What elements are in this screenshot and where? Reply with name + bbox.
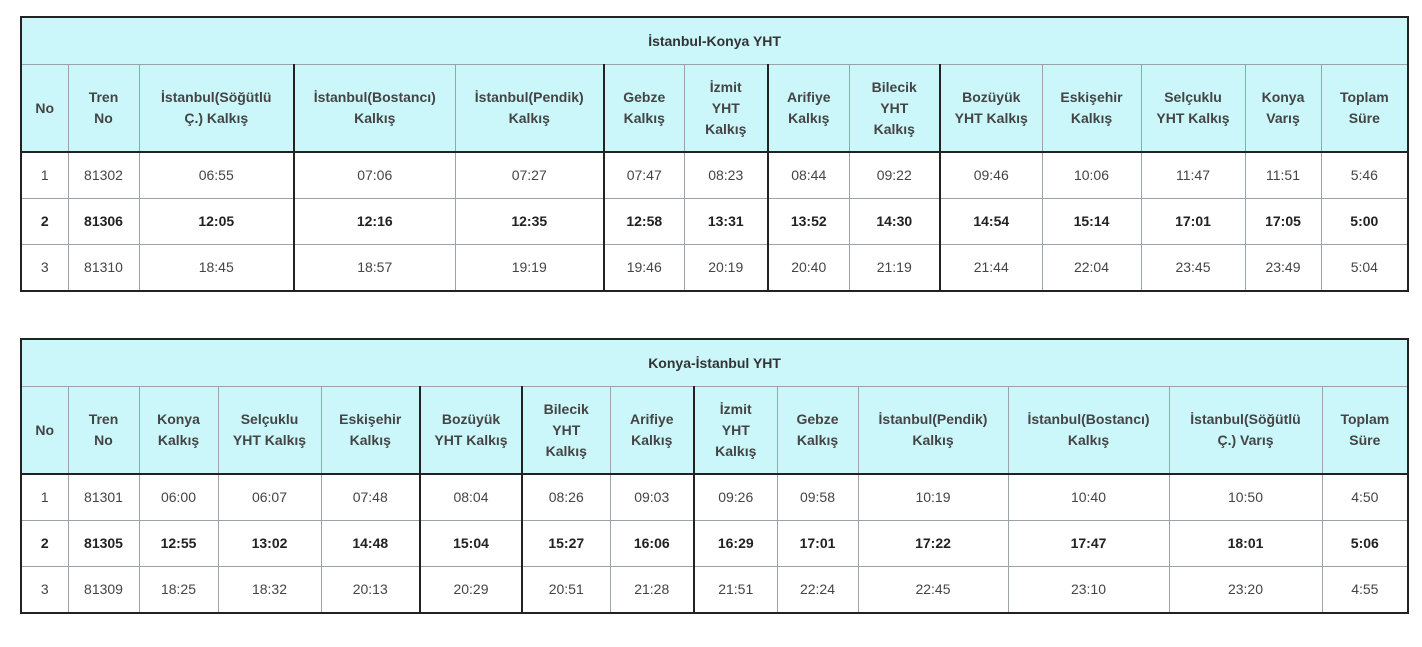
table-cell: 21:19 bbox=[849, 245, 940, 292]
table-cell: 15:27 bbox=[522, 521, 610, 567]
column-header: Gebze Kalkış bbox=[604, 65, 684, 153]
table-cell: 22:24 bbox=[777, 567, 858, 614]
column-header: Toplam Süre bbox=[1322, 387, 1408, 475]
table-cell: 12:05 bbox=[139, 199, 294, 245]
table-cell: 06:00 bbox=[139, 474, 218, 521]
table-cell: 1 bbox=[21, 474, 68, 521]
table-cell: 4:55 bbox=[1322, 567, 1408, 614]
table-cell: 17:01 bbox=[1141, 199, 1245, 245]
table-row bbox=[21, 567, 1408, 614]
column-header: İstanbul(Söğütlü Ç.) Kalkış bbox=[139, 65, 294, 153]
column-header: Gebze Kalkış bbox=[777, 387, 858, 475]
table-cell: 21:51 bbox=[694, 567, 777, 614]
table-cell: 81306 bbox=[68, 199, 139, 245]
table-row bbox=[21, 474, 1408, 521]
table-cell: 81301 bbox=[68, 474, 139, 521]
table-cell: 11:47 bbox=[1141, 152, 1245, 199]
column-header: İstanbul(Bostancı) Kalkış bbox=[294, 65, 455, 153]
table-cell: 08:44 bbox=[768, 152, 849, 199]
table-cell: 19:46 bbox=[604, 245, 684, 292]
table-row bbox=[21, 521, 1408, 567]
table-cell: 18:57 bbox=[294, 245, 455, 292]
column-header: Konya Varış bbox=[1245, 65, 1321, 153]
table-cell: 07:06 bbox=[294, 152, 455, 199]
column-header: No bbox=[21, 65, 68, 153]
table-cell: 20:40 bbox=[768, 245, 849, 292]
column-header: Bozüyük YHT Kalkış bbox=[420, 387, 522, 475]
table-cell: 10:40 bbox=[1008, 474, 1169, 521]
table-cell: 13:02 bbox=[218, 521, 321, 567]
column-header: Selçuklu YHT Kalkış bbox=[1141, 65, 1245, 153]
table-cell: 22:45 bbox=[858, 567, 1008, 614]
table-cell: 20:13 bbox=[321, 567, 420, 614]
table-cell: 5:46 bbox=[1321, 152, 1408, 199]
table-cell: 18:25 bbox=[139, 567, 218, 614]
table-cell: 09:22 bbox=[849, 152, 940, 199]
table-cell: 13:31 bbox=[684, 199, 768, 245]
table-cell: 07:27 bbox=[455, 152, 604, 199]
table-cell: 13:52 bbox=[768, 199, 849, 245]
table-cell: 12:55 bbox=[139, 521, 218, 567]
table-row bbox=[21, 245, 1408, 292]
column-header: Eskişehir Kalkış bbox=[1042, 65, 1141, 153]
table-cell: 3 bbox=[21, 567, 68, 614]
table-cell: 14:30 bbox=[849, 199, 940, 245]
table-row bbox=[21, 152, 1408, 199]
table-cell: 09:58 bbox=[777, 474, 858, 521]
table-cell: 08:26 bbox=[522, 474, 610, 521]
table-cell: 81309 bbox=[68, 567, 139, 614]
table-cell: 81305 bbox=[68, 521, 139, 567]
header-row bbox=[21, 65, 1408, 153]
table-cell: 18:45 bbox=[139, 245, 294, 292]
table-cell: 10:50 bbox=[1169, 474, 1322, 521]
table-cell: 09:03 bbox=[610, 474, 694, 521]
column-header: No bbox=[21, 387, 68, 475]
table-cell: 3 bbox=[21, 245, 68, 292]
column-header: Tren No bbox=[68, 65, 139, 153]
header-row bbox=[21, 387, 1408, 475]
table-cell: 2 bbox=[21, 199, 68, 245]
table-cell: 5:06 bbox=[1322, 521, 1408, 567]
table-cell: 10:06 bbox=[1042, 152, 1141, 199]
table-cell: 06:07 bbox=[218, 474, 321, 521]
column-header: Bozüyük YHT Kalkış bbox=[940, 65, 1042, 153]
table-cell: 08:23 bbox=[684, 152, 768, 199]
column-header: Selçuklu YHT Kalkış bbox=[218, 387, 321, 475]
table-cell: 17:05 bbox=[1245, 199, 1321, 245]
table-cell: 07:47 bbox=[604, 152, 684, 199]
table-cell: 16:29 bbox=[694, 521, 777, 567]
table-cell: 17:22 bbox=[858, 521, 1008, 567]
table-cell: 09:46 bbox=[940, 152, 1042, 199]
table-cell: 14:48 bbox=[321, 521, 420, 567]
table-cell: 4:50 bbox=[1322, 474, 1408, 521]
table-cell: 21:44 bbox=[940, 245, 1042, 292]
table-cell: 16:06 bbox=[610, 521, 694, 567]
table-cell: 12:58 bbox=[604, 199, 684, 245]
table-cell: 07:48 bbox=[321, 474, 420, 521]
column-header: Eskişehir Kalkış bbox=[321, 387, 420, 475]
table-cell: 10:19 bbox=[858, 474, 1008, 521]
column-header: İstanbul(Söğütlü Ç.) Varış bbox=[1169, 387, 1322, 475]
table-cell: 12:16 bbox=[294, 199, 455, 245]
table-cell: 20:19 bbox=[684, 245, 768, 292]
table-cell: 23:20 bbox=[1169, 567, 1322, 614]
table-cell: 23:49 bbox=[1245, 245, 1321, 292]
table-row bbox=[21, 199, 1408, 245]
table-cell: 81302 bbox=[68, 152, 139, 199]
table-cell: 18:01 bbox=[1169, 521, 1322, 567]
table-cell: 20:29 bbox=[420, 567, 522, 614]
column-header: Tren No bbox=[68, 387, 139, 475]
table-cell: 08:04 bbox=[420, 474, 522, 521]
column-header: Bilecik YHT Kalkış bbox=[522, 387, 610, 475]
table-cell: 17:47 bbox=[1008, 521, 1169, 567]
table-cell: 20:51 bbox=[522, 567, 610, 614]
istanbul-konya-table bbox=[20, 16, 1409, 292]
table-cell: 15:04 bbox=[420, 521, 522, 567]
table-cell: 14:54 bbox=[940, 199, 1042, 245]
table-cell: 12:35 bbox=[455, 199, 604, 245]
table-cell: 21:28 bbox=[610, 567, 694, 614]
table-cell: 06:55 bbox=[139, 152, 294, 199]
column-header: Arifiye Kalkış bbox=[610, 387, 694, 475]
table-cell: 2 bbox=[21, 521, 68, 567]
column-header: Toplam Süre bbox=[1321, 65, 1408, 153]
column-header: İstanbul(Bostancı) Kalkış bbox=[1008, 387, 1169, 475]
table-cell: 15:14 bbox=[1042, 199, 1141, 245]
table-cell: 81310 bbox=[68, 245, 139, 292]
column-header: Bilecik YHT Kalkış bbox=[849, 65, 940, 153]
table-cell: 19:19 bbox=[455, 245, 604, 292]
table-cell: 5:00 bbox=[1321, 199, 1408, 245]
table-cell: 17:01 bbox=[777, 521, 858, 567]
table-title: İstanbul-Konya YHT bbox=[21, 17, 1408, 65]
column-header: Arifiye Kalkış bbox=[768, 65, 849, 153]
table-title: Konya-İstanbul YHT bbox=[21, 339, 1408, 387]
table-cell: 18:32 bbox=[218, 567, 321, 614]
table-cell: 11:51 bbox=[1245, 152, 1321, 199]
table-cell: 5:04 bbox=[1321, 245, 1408, 292]
konya-istanbul-table bbox=[20, 338, 1409, 614]
table-cell: 09:26 bbox=[694, 474, 777, 521]
column-header: İstanbul(Pendik) Kalkış bbox=[455, 65, 604, 153]
column-header: İzmit YHT Kalkış bbox=[694, 387, 777, 475]
column-header: Konya Kalkış bbox=[139, 387, 218, 475]
table-cell: 1 bbox=[21, 152, 68, 199]
column-header: İzmit YHT Kalkış bbox=[684, 65, 768, 153]
table-cell: 23:10 bbox=[1008, 567, 1169, 614]
column-header: İstanbul(Pendik) Kalkış bbox=[858, 387, 1008, 475]
table-cell: 23:45 bbox=[1141, 245, 1245, 292]
table-cell: 22:04 bbox=[1042, 245, 1141, 292]
